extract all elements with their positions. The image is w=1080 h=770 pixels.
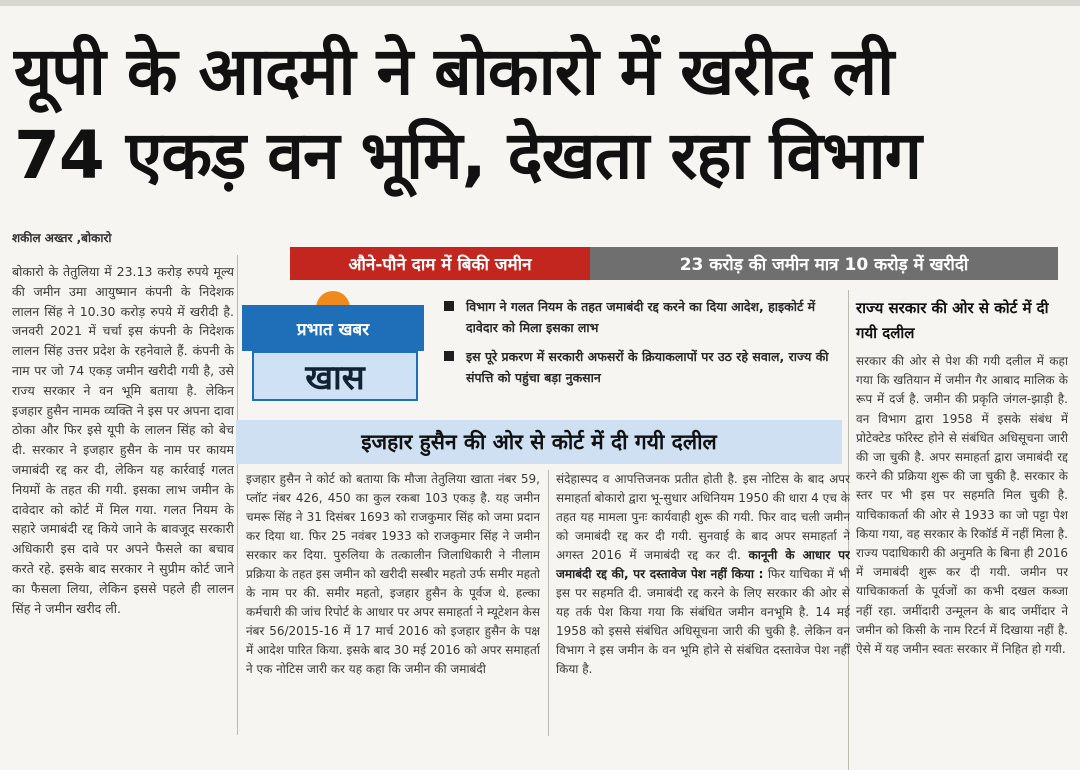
body-column-a: इजहार हुसैन ने कोर्ट को बताया कि मौजा तेतुलिया खाता नंबर 59, प्लॉट नंबर 426, 450 का कुल रकबा 103 एकड़ है. यह जमीन चमरू सिंह ने 31 दिसंबर 1693 को राजकुमार सिंह को जमा प्रदान कर दिया था. फिर 25 नवंबर 1933 को राजकुमार सिंह ने जमीन सरकार कर दिया. पुरुलिया के तत्कालीन जिलाधिकारी ने नीलाम प्रक्रिया के तहत इस जमीन को खरीदी सस्बीर महतो उर्फ समीर महतो के नाम पर की. समीर महतो, इजहार हुसैन के पूर्वज थे. हल्का कर्मचारी की जांच रिपोर्ट के आधार पर अपर समाहर्ता ने म्यूटेशन केस नंबर 56/2015-16 में 17 मार्च 2016 को इजहार हुसैन के पक्ष में आदेश पारित किया. इसके बाद 30 मई 2016 को अपर समाहर्ता ने एक नोटिस जारी कर यह कहा कि जमीन की जमाबंदी: [246, 472, 540, 676]
prabhat-khabar-khas-logo: [242, 297, 424, 405]
subheading: इजहार हुसैन की ओर से कोर्ट में दी गयी दलील: [236, 420, 842, 464]
side-heading: राज्य सरकार की ओर से कोर्ट में दी गयी दलील: [856, 299, 1049, 342]
headline-line-1: यूपी के आदमी ने बोकारो में खरीद ली: [14, 33, 894, 110]
banner-gray: 23 करोड़ की जमीन मात्र 10 करोड़ में खरीदी: [590, 247, 1058, 280]
byline: शकील अख्तर ,बोकारो: [12, 231, 112, 245]
logo-top-label: प्रभात खबर: [242, 305, 424, 351]
headline-line-2: 74 एकड़ वन भूमि, देखता रहा विभाग: [14, 117, 921, 194]
column-divider: [237, 255, 238, 735]
square-bullet-icon: [444, 351, 454, 361]
bullet-item: [444, 296, 834, 338]
column-b-intro: संदेहास्पद व आपत्तिजनक प्रतीत होती है. इस नोटिस के बाद अपर समाहर्ता बोकारो द्वारा भू-सुधार अधिनियम 1950 की धारा 4 एच के तहत यह मामला पुनः कार्यवाही शुरू की गयी. फिर वाद चली जमीन को जमाबंदी रद्द कर दी गयी. सुनवाई के बाद अपर समाहर्ता ने अगस्त 2016 में जमाबंदी रद्द कर दी.: [556, 472, 850, 562]
banner-red: औने-पौने दाम में बिकी जमीन: [290, 247, 590, 280]
square-bullet-icon: [444, 301, 454, 311]
logo-bottom-label: खास: [252, 351, 418, 401]
column-divider: [548, 470, 549, 736]
highlight-bullets: [444, 296, 834, 396]
column-b-rest: फिर याचिका में भी इस पर सहमति दी. जमाबंदी रद्द करने के लिए सरकार की ओर से यह तर्क पेश किया गया कि संबंधित जमीन वनभूमि है. 14 मई 1958 को इससे संबंधित अधिसूचना जारी की चुकी है. लेकिन वन विभाग ने इस जमीन के वन भूमि होने से संबंधित दस्तावेज पेश नहीं किया है.: [556, 567, 850, 676]
bullet-text: विभाग ने गलत नियम के तहत जमाबंदी रद्द करने का दिया आदेश, हाइकोर्ट में दावेदार को मिला इसका लाभ: [466, 299, 816, 335]
left-column-text: बोकारो के तेतुलिया में 23.13 करोड़ रुपये मूल्य की जमीन उमा आयुष्मान कंपनी के निदेशक लालन सिंह ने 10.30 करोड़ रुपये में खरीदी है. जनवरी 2021 में चर्चा इस कंपनी के निदेशक लालन सिंह उत्तर प्रदेश के रहनेवाले हैं. कंपनी के नाम पर जो 74 एकड़ जमीन खरीदी गयी है, उसे राज्य सरकार ने वन भूमि बताया है. लेकिन इजहार हुसैन नामक व्यक्ति ने इस पर अपना दावा ठोका और फिर इसे यूपी के लालन सिंह को बेच दी. सरकार ने इजहार हुसैन के नाम पर कायम जमाबंदी रद्द कर दी, लेकिन यह कार्रवाई गलत नियमों के तहत की गयी. इसका लाभ जमीन के दावेदार को कोर्ट में मिल गया. गलत नियम के सहारे जमाबंदी रद्द किये जाने के बावजूद सरकारी अधिकारी इस दावे पर अपने फैसले का बचाव करते रहे. इसके बाद सरकार ने सुप्रीम कोर्ट जाने का फैसला लिया, लेकिन इससे पहले ही लालन सिंह ने जमीन खरीद ली.: [12, 264, 234, 616]
body-column-b: [556, 470, 850, 736]
side-column-text: सरकार की ओर से पेश की गयी दलील में कहा गया कि खतियान में जमीन गैर आबाद मालिक के रूप में दर्ज है. जमीन की प्रकृति जंगल-झाड़ी है. वन विभाग द्वारा 1958 में इसके संबंध में प्रोटेक्टेड फॉरेस्ट होने से संबंधित अधिसूचना जारी की जा चुकी है. अपर समाहर्ता द्वारा जमाबंदी रद्द करने की प्रक्रिया शुरू की जा चुकी है. सरकार के स्तर पर भी इस पर सहमति मिल चुकी है. याचिकाकर्ता की ओर से 1933 का जो पट्टा पेश किया गया, वह सरकार के रिकॉर्ड में नहीं मिला है. राज्य पदाधिकारी की अनुमति के बिना ही 2016 में जमाबंदी शुरू कर दी गयी. जमीन पर याचिकाकर्ता के पूर्वजों का कभी दखल कब्जा नहीं रहा. जमींदारी उन्मूलन के बाद जमींदार ने जमीन को किसी के नाम रिटर्न में दिखाया नहीं है. ऐसे में यह जमीन स्वतः सरकार में निहित हो गयी.: [856, 354, 1068, 657]
bullet-item: [444, 346, 834, 388]
bullet-text: इस पूरे प्रकरण में सरकारी अफसरों के क्रियाकलापों पर उठ रहे सवाल, राज्य की संपत्ति को पहुंचा बड़ा नुकसान: [466, 349, 829, 385]
column-b-kicker: कानूनी के आधार पर जमाबंदी रद्द की, पर दस्तावेज पेश नहीं किया :: [556, 548, 850, 581]
top-rule: [0, 0, 1080, 6]
